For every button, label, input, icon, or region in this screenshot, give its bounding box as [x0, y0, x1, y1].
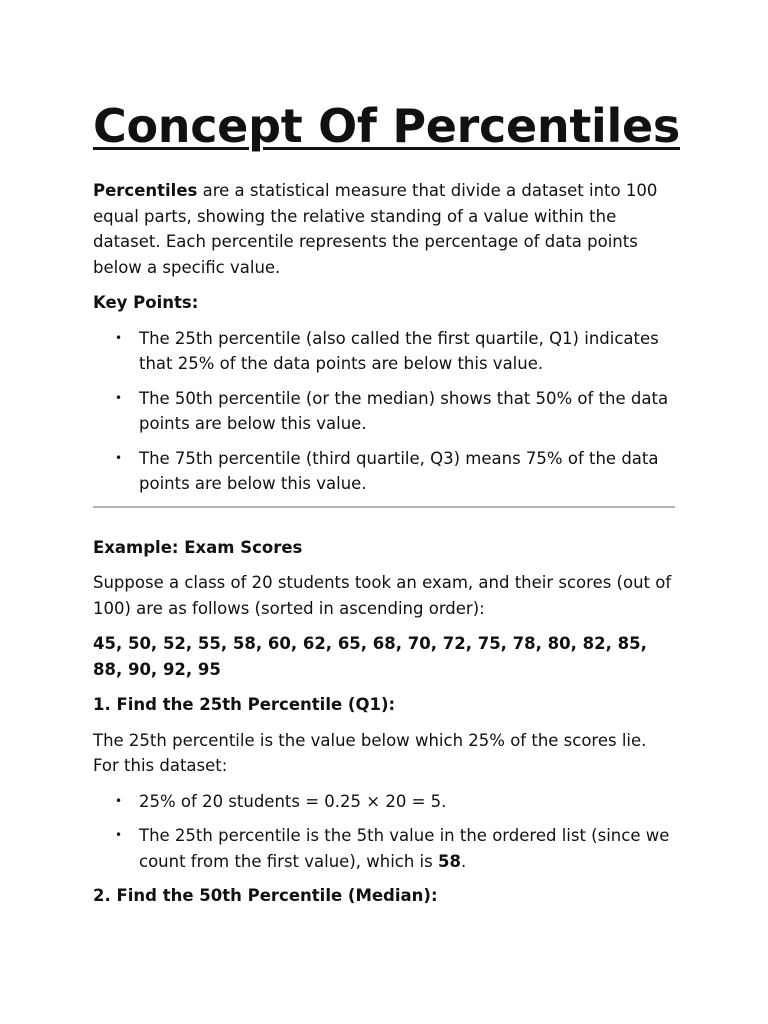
list-item: [139, 823, 675, 874]
list-item: • The 25th percentile (also called the first quartile, Q1) indicates that 25% of the data points are below this value.: [139, 326, 675, 377]
intro-text: are a statistical measure that divide a dataset into 100 equal parts, showing the relative standing of a value within the dataset. Each percentile represents the percentage of data points below a specific value.: [93, 181, 658, 277]
step1-heading: 1. Find the 25th Percentile (Q1):: [93, 695, 396, 714]
step1-list: [93, 789, 675, 875]
example-description: Suppose a class of 20 students took an exam, and their scores (out of 100) are as follows (sorted in ascending order):: [93, 573, 672, 618]
step2-heading: 2. Find the 50th Percentile (Median):: [93, 886, 438, 905]
key-points-list: [93, 326, 675, 497]
step1-bullet2-text: The 25th percentile is the 5th value in the ordered list (since we count from the first value), which is: [139, 826, 670, 871]
list-item: • The 75th percentile (third quartile, Q3) means 75% of the data points are below this value.: [139, 446, 675, 497]
example-heading: Example: Exam Scores: [93, 537, 303, 557]
intro-lead-term: Percentiles: [93, 181, 198, 200]
page-title: Concept Of Percentiles: [93, 99, 680, 153]
intro-paragraph: [93, 178, 675, 280]
step1-description: The 25th percentile is the value below which 25% of the scores lie. For this dataset:: [93, 730, 647, 775]
section-divider: [93, 506, 675, 508]
scores-list: 45, 50, 52, 55, 58, 60, 62, 65, 68, 70, 72, 75, 78, 80, 82, 85, 88, 90, 92, 95: [93, 634, 647, 679]
key-points-heading: Key Points:: [93, 293, 199, 312]
step1-bullet2-end: .: [460, 851, 467, 871]
step1-result-value: 58: [437, 851, 461, 871]
list-item: • 25% of 20 students = 0.25 × 20 = 5.: [139, 789, 675, 815]
list-item: • The 50th percentile (or the median) shows that 50% of the data points are below this value.: [139, 386, 675, 437]
